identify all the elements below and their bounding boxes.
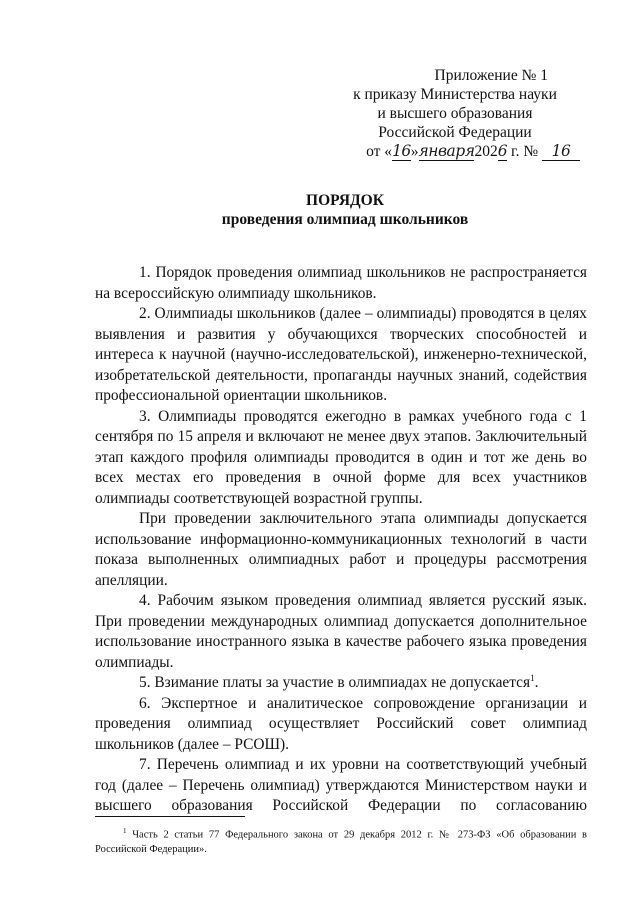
paragraph-2: 2. Олимпиады школьников (далее – олимпиады) проводятся в целях выявления и развития у обучающихся творческих способностей и интереса к научной (научно-исследовательской), инженерно-технической, изобретательской деятельности, пропаганды научных знаний, содействия профессиональной ориентации школьников. <box>95 305 587 404</box>
paragraph-4: 4. Рабочим языком проведения олимпиад является русский язык. При проведении международных олимпиад допускается дополнительное использование иностранного языка в качестве рабочего языка проведения олимпиады. <box>95 592 587 671</box>
title-heading: ПОРЯДОК <box>306 192 384 209</box>
paragraph-5 <box>95 673 587 694</box>
footnote-text: Часть 2 статьи 77 Федерального закона от 29 декабря 2012 г. № 273-ФЗ «Об образовании в Российской Федерации». <box>95 829 588 855</box>
document-body <box>95 263 587 817</box>
date-month: января <box>418 142 475 160</box>
paragraph-3-continued: При проведении заключительного этапа олимпиады допускается использование информационно-коммуникационных технологий в части показа выполненных олимпиадных работ и процедуры рассмотрения апелляции. <box>95 510 587 589</box>
title-subheading: проведения олимпиад школьников <box>221 211 469 228</box>
footnote-mark: 1 <box>123 827 127 835</box>
paragraph-3: 3. Олимпиады проводятся ежегодно в рамках учебного года с 1 сентября по 15 апреля и включают не менее двух этапов. Заключительный этап каждого профиля олимпиады проводится в один и тот же день во всех местах его проведения в очной форме для всех участников олимпиады соответствующей возрастной группы. <box>95 407 587 507</box>
paragraph-5-suffix: . <box>534 674 539 691</box>
paragraph-5-text: 5. Взимание платы за участие в олимпиадах не допускается <box>139 674 531 691</box>
date-day: 16 <box>392 142 411 160</box>
date-year-digit: 6 <box>497 142 508 160</box>
document-title <box>95 191 595 229</box>
annex-order-line: к приказу Министерства науки <box>353 86 557 103</box>
paragraph-1: 1. Порядок проведения олимпиад школьников не распространяется на всероссийскую олимпиаду школьников. <box>95 264 587 302</box>
footnote-reference[interactable]: 1 <box>530 672 535 683</box>
footnote <box>95 824 587 857</box>
annex-ministry-line: и высшего образования <box>377 105 533 122</box>
footnote-divider <box>95 816 245 817</box>
paragraph-7: 7. Перечень олимпиад и их уровни на соответствующий учебный год (далее – Перечень олимпиад) утверждаются Министерством науки и высшего образования Российской Федерации по согласованию <box>95 756 587 814</box>
date-mid: » <box>410 143 419 160</box>
date-suffix: г. № <box>507 143 542 160</box>
annex-title: Приложение № 1 <box>434 67 548 84</box>
date-prefix: от « <box>366 143 393 160</box>
annex-date-line <box>330 142 580 161</box>
order-number: 16 <box>542 143 580 161</box>
date-year-printed: 202 <box>474 143 498 160</box>
annex-federation-line: Российской Федерации <box>378 124 532 141</box>
paragraph-6: 6. Экспертное и аналитическое сопровождение организации и проведения олимпиад осуществляет Российский совет олимпиад школьников (далее – РСОШ). <box>95 694 587 753</box>
annex-header <box>330 66 580 161</box>
